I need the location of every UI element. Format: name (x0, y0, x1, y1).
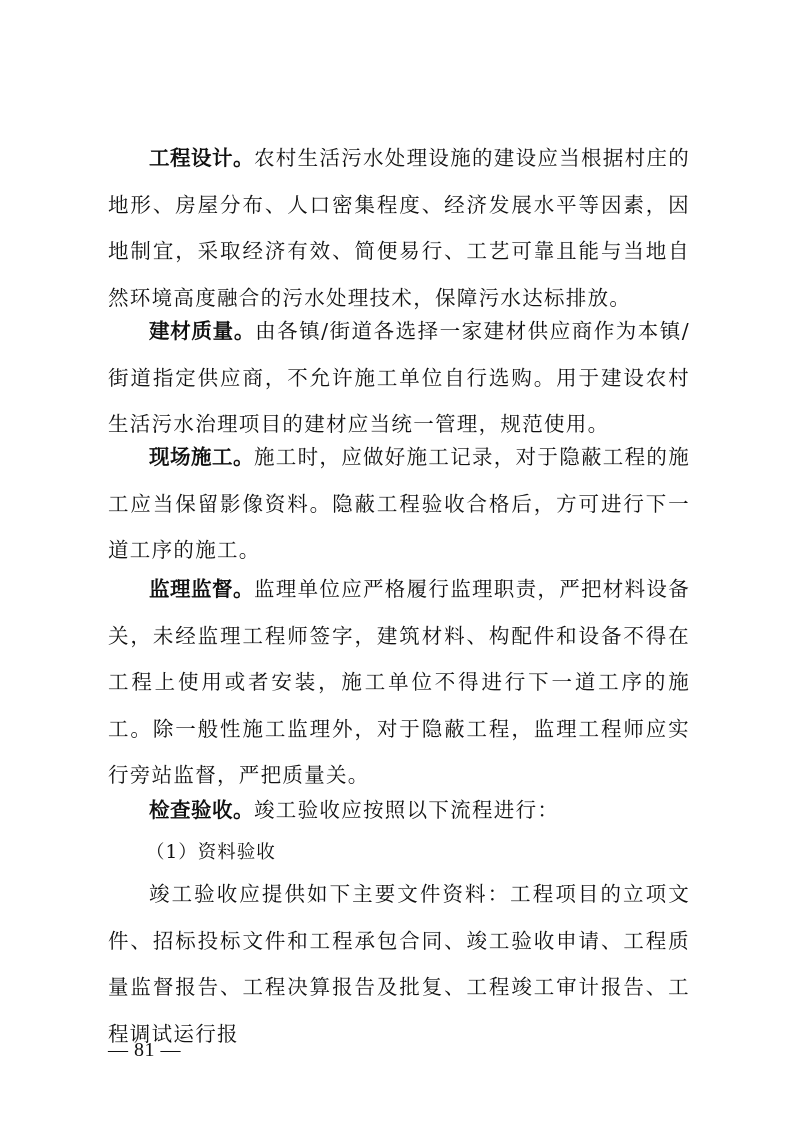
paragraph-required-documents: 竣工验收应提供如下主要文件资料：工程项目的立项文件、招标投标文件和工程承包合同、竣工验收申请、工程质量监督报告、工程决算报告及批复、工程竣工审计报告、工程调试运行报 (108, 882, 690, 1046)
paragraph-lead: 检查验收。 (149, 798, 254, 822)
paragraph-site-construction (108, 434, 690, 574)
paragraph-text: 施工时，应做好施工记录，对于隐蔽工程的施工应当保留影像资料。隐蔽工程验收合格后，方可进行下一道工序的施工。 (108, 445, 690, 562)
paragraph-lead: 监理监督。 (149, 577, 254, 601)
paragraph-supervision (108, 566, 690, 799)
paragraph-lead: 建材质量。 (149, 319, 256, 343)
paragraph-text: 监理单位应严格履行监理职责，严把材料设备关，未经监理工程师签字，建筑材料、构配件和设备不得在工程上使用或者安装，施工单位不得进行下一道工序的施工。除一般性施工监理外，对于隐蔽工程，监理工程师应实行旁站监督，严把质量关。 (108, 577, 690, 787)
subheading-document-acceptance: （1）资料验收 (146, 842, 276, 863)
paragraph-text: 竣工验收应按照以下流程进行： (254, 798, 560, 822)
paragraph-engineering-design (108, 135, 690, 321)
paragraph-text: 农村生活污水处理设施的建设应当根据村庄的地形、房屋分布、人口密集程度、经济发展水平等因素，因地制宜，采取经济有效、简便易行、工艺可靠且能与当地自然环境高度融合的污水处理技术，保障污水达标排放。 (108, 146, 690, 310)
paragraph-material-quality (108, 308, 690, 448)
paragraph-text: 由各镇/街道各选择一家建材供应商作为本镇/街道指定供应商，不允许施工单位自行选购。用于建设农村生活污水治理项目的建材应当统一管理，规范使用。 (108, 319, 690, 436)
paragraph-lead: 现场施工。 (149, 445, 254, 469)
paragraph-lead: 工程设计。 (149, 146, 254, 170)
page-number: — 81 — (108, 1039, 181, 1061)
paragraph-inspection-acceptance (108, 787, 690, 834)
